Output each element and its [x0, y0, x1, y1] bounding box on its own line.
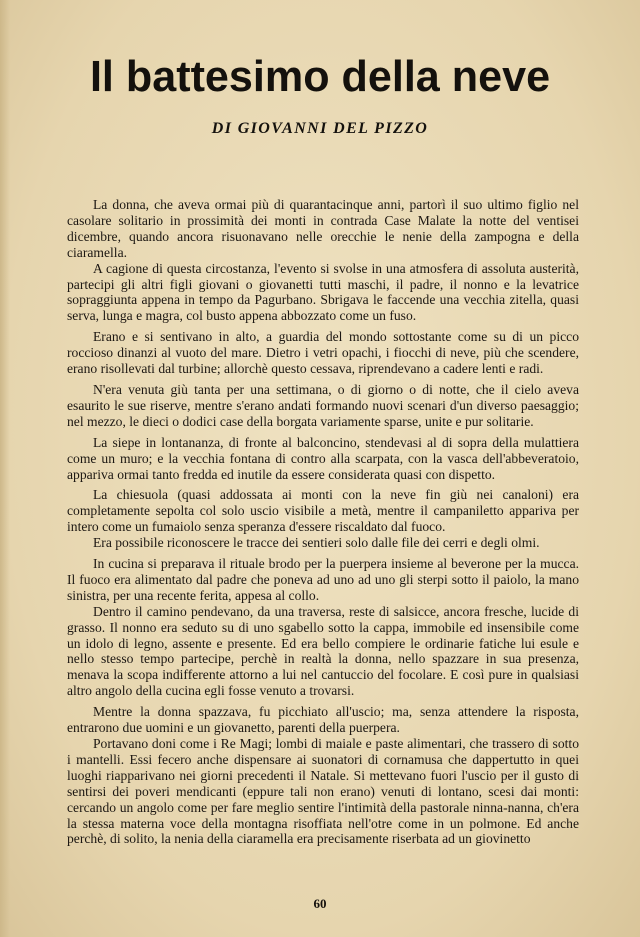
paragraph-7: Era possibile riconoscere le tracce dei sentieri solo dalle file dei cerri e degli olmi. — [93, 535, 540, 551]
paragraph-5: La siepe in lontananza, di fronte al balconcino, stendevasi al di sopra della mulattiera come un muro; e la vecchia fontana di contro alla scarpata, con la vasca dell'abbeveratoio, appariva ormai tanto fredda ed inutile da essere considerata quasi con dispetto. — [67, 434, 579, 482]
article-body — [67, 197, 579, 847]
paragraph-1: La donna, che aveva ormai più di quarantacinque anni, partorì il suo ultimo figlio nel casolare solitario in prossimità dei monti in contrada Case Malate la notte del ventisei dicembre, quando ancora risuonavano nelle orecchie le nenie della zampogna e della ciaramella. — [67, 197, 579, 260]
paragraph-10: Mentre la donna spazzava, fu picchiato all'uscio; ma, senza attendere la risposta, entrarono due uomini e un giovanetto, parenti della puerpera. — [67, 704, 579, 736]
article-title: Il battesimo della neve — [89, 52, 551, 101]
paragraph-3: Erano e si sentivano in alto, a guardia del mondo sottostante come su di un picco roccioso dinanzi al vuoto del mare. Dietro i vetri opachi, i fiocchi di neve, più che scendere, erano risollevati dal turbine; allorchè questo cessava, riprendevano a cadere lenti e radi. — [67, 329, 579, 377]
paragraph-4: N'era venuta giù tanta per una settimana, o di giorno o di notte, che il cielo aveva esaurito le sue riserve, mentre s'erano andati formando nuovi scenari d'un diverso paesaggio; nel mezzo, le dieci o dodici case della borgata variamente sparse, unite e pur solitarie. — [67, 381, 579, 429]
paragraph-8: In cucina si preparava il rituale brodo per la puerpera insieme al beverone per la mucca. Il fuoco era alimentato dal padre che poneva ad uno ad uno gli sterpi sotto il paiolo, la mano sinistra, per una recente ferita, appesa al collo. — [67, 556, 579, 603]
paragraph-6: La chiesuola (quasi addossata ai monti con la neve fin giù nei canaloni) era completamente sepolta col solo uscio visibile a metà, mentre il campaniletto appariva per intero come un fumaiolo senza speranza d'essere riscaldato dal fuoco. — [67, 487, 579, 535]
page-edge-shadow — [0, 0, 10, 937]
paragraph-9: Dentro il camino pendevano, da una traversa, reste di salsicce, ancora fresche, lucide di grasso. Il nonno era seduto su di uno sgabello sotto la cappa, immobile ed insensibile come un idolo di legno, assente e presente. Ed era bello compiere le ordinarie fatiche lui esule e nello stesso tempo partecipe, perchè in realtà la donna, nello spazzare in sua presenza, menava la scopa indifferente attorno a lui nel cantuccio del focolare. E così pure in qualsiasi altro angolo della cucina egli fosse venuto a trovarsi. — [67, 603, 579, 699]
author-byline: DI GIOVANNI DEL PIZZO — [211, 120, 429, 137]
paragraph-11: Portavano doni come i Re Magi; lombi di maiale e paste alimentari, che trassero di sotto i mantelli. Essi fecero anche dispensare ai suonatori di cornamusa che dappertutto in quei luoghi riapparivano nei giorni precedenti il Natale. Si mettevano fuori l'uscio per il gusto di sentirsi dei poveri mendicanti (eppure tali non erano) venuti di lontano, scesi dai monti: cercando un angolo come per fare meglio sentire l'intimità della pastorale ninna-nanna, ch'era la stessa materna voce della montagna risoffiata nell'otre come in un polmone. Ed anche perchè, di solito, la nenia della ciaramella era precisamente riserbata ad un giovinetto — [67, 736, 579, 847]
page-number: 60 — [313, 896, 327, 911]
paragraph-2: A cagione di questa circostanza, l'evento si svolse in una atmosfera di assoluta austerità, partecipi gli altri figli giovani o giovanetti tutti maschi, il padre, il nonno e la levatrice sopraggiunta appena in tempo da Pagurbano. Sbrigava le faccende una vecchia zitella, quasi serva, lunga e magra, col busto appena abbozzato come un fuso. — [67, 260, 579, 324]
